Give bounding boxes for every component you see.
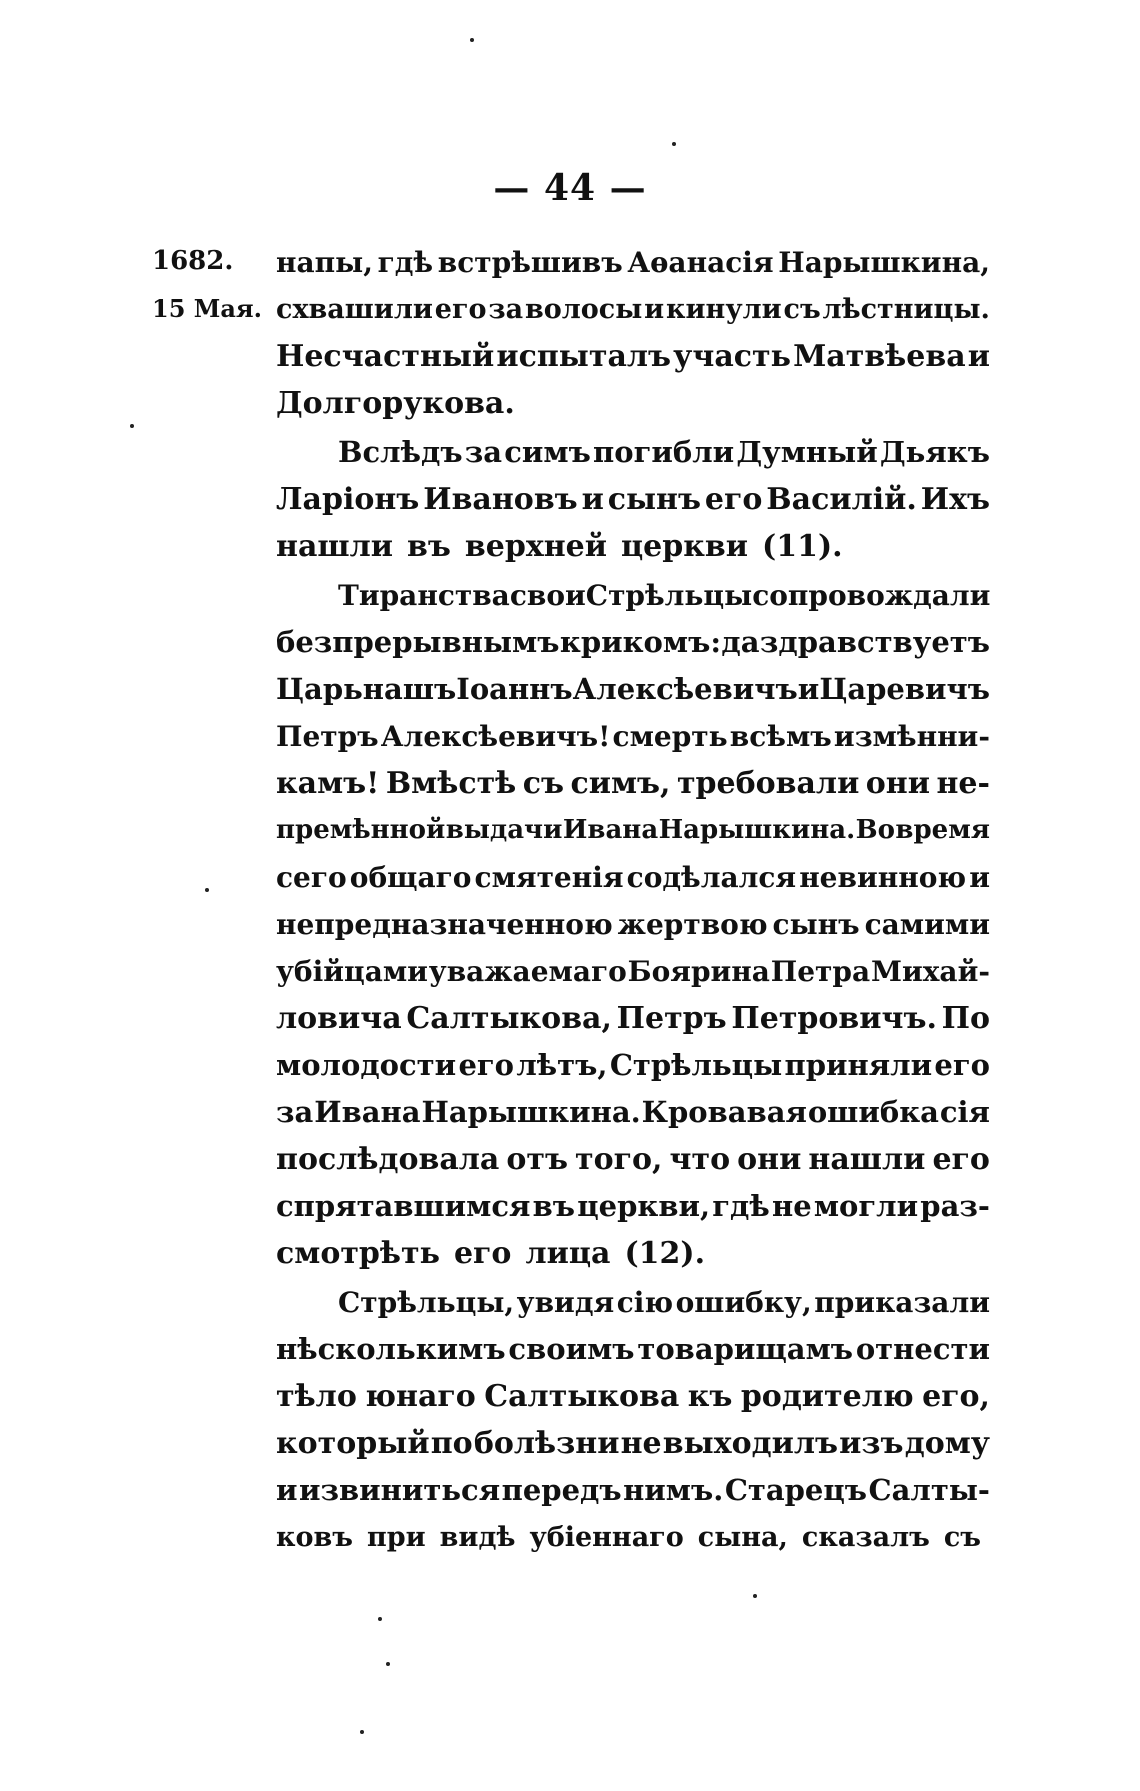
margin-year: 1682. [152,246,234,276]
text-line: Несчастный испыталъ участь Матвѣева и [276,339,990,374]
text-line: и извиниться передъ нимъ. Старецъ Салты- [276,1473,990,1507]
scan-speck [360,1730,364,1734]
scan-speck [205,888,209,892]
text-line: тѣло юнаго Салтыкова къ родителю его, [276,1379,990,1414]
text-line: Стрѣльцы, увидя сію ошибку, приказали [338,1286,990,1319]
text-line: Вслѣдъ за симъ погибли Думный Дьякъ [338,435,990,469]
scan-speck [386,1662,390,1666]
text-line: напы, гдѣ встрѣшивъ Аѳанасія Нарышкина, [276,246,990,279]
text-line: камъ! Вмѣстѣ съ симъ, требовали они не- [276,766,990,801]
body-text [276,239,990,1561]
text-line: молодости его лѣтъ, Стрѣльцы приняли его [276,1048,990,1082]
text-line: схвашили его за волосы и кинули съ лѣстницы. [276,294,990,325]
scan-speck [470,38,474,42]
scan-speck [753,1594,757,1598]
text-line: ловича Салтыкова, Петръ Петровичъ. По [276,1001,990,1036]
text-line: сего общаго смятенія содѣлался невинною и [276,861,990,894]
text-line: ковъ при видѣ убіеннаго сына, сказалъ съ [276,1522,981,1553]
scan-speck [130,424,134,428]
text-line: Долгорукова. [276,386,515,421]
margin-date: 15 Мая. [152,294,262,323]
text-line: Царь нашъ Іоаннъ Алексѣевичъ и Царевичъ [276,672,990,706]
text-line: премѣнной выдачи Ивана Нарышкина. Во время [276,815,990,845]
text-line: непредназначенною жертвою сынъ самими [276,908,990,941]
text-line: безпрерывнымъ крикомъ: да здравствуетъ [276,625,990,659]
text-line: Тиранства свои Стрѣльцы сопровождали [338,579,991,612]
text-line: спрятавшимся въ церкви, гдѣ не могли раз- [276,1189,990,1223]
text-line: послѣдовала отъ того, что они нашли его [276,1142,990,1177]
text-line: Ларіонъ Ивановъ и сынъ его Василій. Ихъ [276,482,990,517]
scan-speck [672,142,676,146]
text-line: который по болѣзни не выходилъ изъ дому [276,1426,990,1461]
text-line: нѣсколькимъ своимъ товарищамъ отнести [276,1332,990,1366]
text-line: Петръ Алексѣевичъ! смерть всѣмъ измѣнни- [276,720,990,753]
text-line: убійцами уважаемаго Боярина Петра Михай- [276,955,990,988]
text-line: нашли въ верхней церкви (11). [276,529,843,564]
page-number: — 44 — [493,167,647,209]
text-line: за Ивана Нарышкина. Кровавая ошибка сія [276,1095,990,1129]
scan-speck [378,1617,382,1621]
text-line: смотрѣть его лица (12). [276,1236,706,1271]
